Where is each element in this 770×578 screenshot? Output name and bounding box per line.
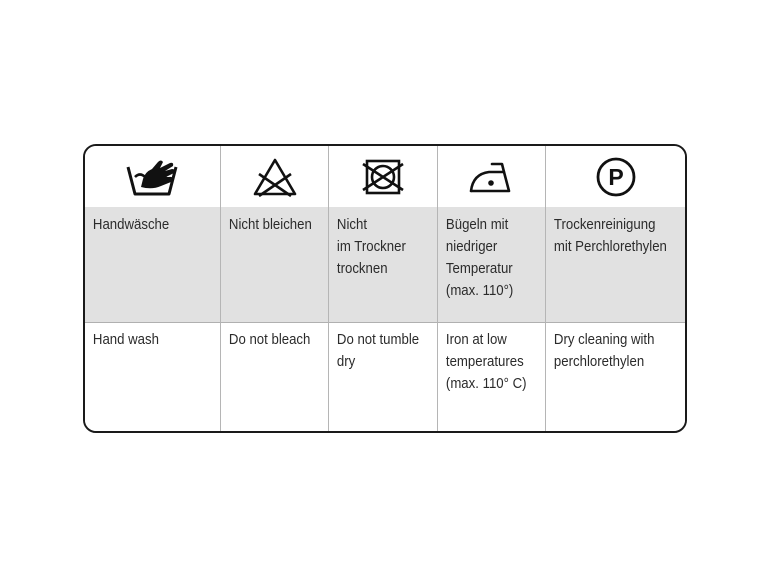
german-cell-dry-clean: [546, 207, 685, 323]
german-cell-do-not-bleach: [221, 207, 329, 323]
german-cell-iron-low-temperature: [438, 207, 546, 323]
english-cell-do-not-tumble-dry: [329, 323, 438, 431]
german-label: Nicht bleichen: [228, 216, 312, 233]
english-label: Dry cleaning with perchlorethylen: [553, 331, 655, 370]
iron-low-temperature-icon: [467, 157, 517, 197]
do-not-tumble-dry-icon: [361, 156, 405, 198]
english-cell-dry-clean: [546, 323, 685, 431]
german-label: Nicht im Trockner trocknen: [336, 216, 406, 277]
german-cell-hand-wash: [85, 207, 221, 323]
english-cell-do-not-bleach: [221, 323, 329, 431]
icon-cell-do-not-bleach: [221, 146, 329, 207]
do-not-bleach-icon: [252, 156, 298, 198]
icon-cell-iron-low-temperature: [438, 146, 546, 207]
dry-clean-p-icon: [594, 155, 638, 199]
english-label: Hand wash: [92, 331, 159, 348]
german-cell-do-not-tumble-dry: [329, 207, 438, 323]
english-cell-iron-low-temperature: [438, 323, 546, 431]
german-label: Bügeln mit niedriger Temperatur (max. 110°): [445, 216, 514, 299]
dry-clean-letter: P: [607, 163, 624, 190]
hand-wash-icon: [125, 157, 181, 197]
english-label: Do not bleach: [228, 331, 311, 348]
german-label: Trockenreinigung mit Perchlorethylen: [553, 216, 667, 255]
icon-cell-dry-clean: [546, 146, 685, 207]
care-symbol-table: [83, 144, 687, 433]
icon-cell-do-not-tumble-dry: [329, 146, 438, 207]
english-cell-hand-wash: [85, 323, 221, 431]
english-label: Do not tumble dry: [336, 331, 420, 370]
german-label: Handwäsche: [92, 216, 170, 233]
icon-cell-hand-wash: [85, 146, 221, 207]
english-label: Iron at low temperatures (max. 110° C): [445, 331, 527, 392]
